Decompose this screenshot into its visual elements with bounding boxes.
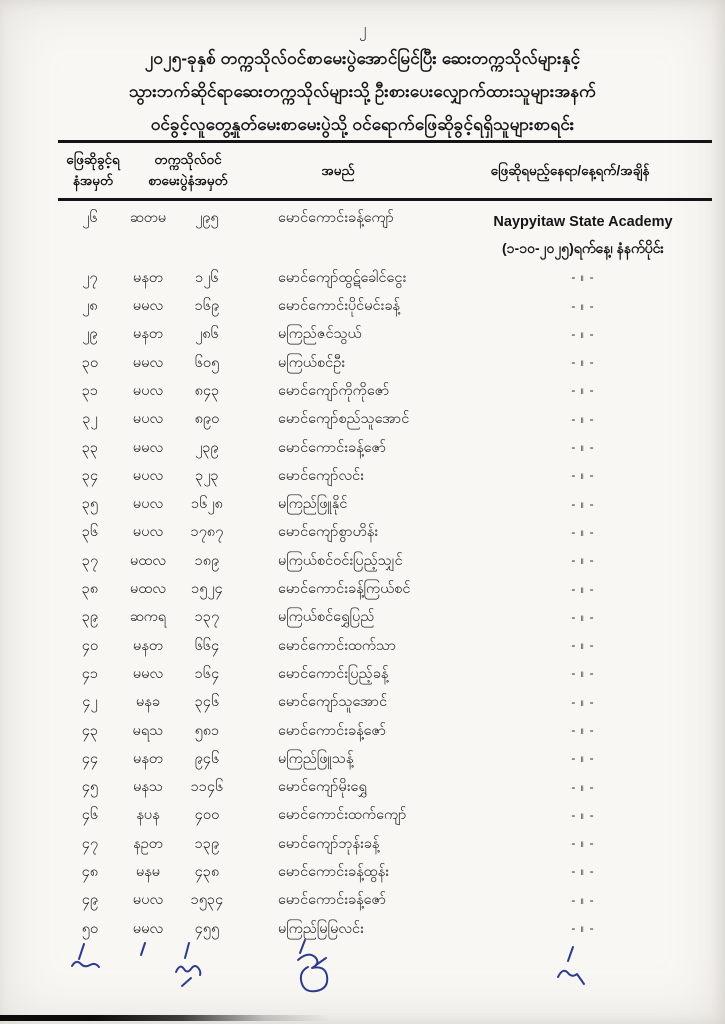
signature-mark-3 xyxy=(176,943,200,986)
title-line-2: သွားဘက်ဆိုင်ရာဆေးတက္ကသိုလ်များသို့ ဦးစားပေးလျှောက်ထားသူများအနက် xyxy=(128,82,597,101)
ditto-mark: - ။ - xyxy=(571,807,595,822)
table-row xyxy=(58,632,712,660)
exam-roll-number: ၈၉၀ xyxy=(194,411,220,428)
ditto-mark: - ။ - xyxy=(571,383,595,398)
table-row xyxy=(58,717,712,745)
exam-center-code: မနခ xyxy=(136,694,160,711)
venue-cell xyxy=(480,526,712,540)
candidate-name: မကြည်ဖြူသန့် xyxy=(278,750,354,767)
ditto-mark: - ။ - xyxy=(571,581,595,596)
candidate-name: မကြည်မြမြလင်း xyxy=(278,920,364,937)
table-header-row xyxy=(58,140,712,201)
table-row xyxy=(58,462,712,490)
venue-cell xyxy=(480,837,712,851)
page-number: ၂ xyxy=(358,21,367,38)
table-row xyxy=(58,830,712,858)
exam-center-code: မနသ xyxy=(133,779,163,796)
exam-center-code: မပလ xyxy=(132,383,164,399)
venue-cell xyxy=(480,667,712,681)
serial-number: ၄၁ xyxy=(81,665,99,682)
candidate-name: မောင်ကောင်းထက်သာ xyxy=(278,637,397,654)
header-name: အမည် xyxy=(321,162,355,178)
serial-number: ၄၀ xyxy=(81,637,99,654)
serial-number: ၂၈ xyxy=(82,298,98,315)
candidate-name: မောင်ကျော်ထွဋ်ခေါင်ငွေး xyxy=(278,269,407,286)
venue-cell xyxy=(480,300,712,314)
table-row xyxy=(58,377,712,405)
exam-center-code: မပလ xyxy=(132,496,164,513)
title-line-1: ၂၀၂၅-ခုနှစ် တက္ကသိုလ်ဝင်စာမေးပွဲအောင်မြင်ပြီး ဆေးတက္ကသိုလ်များနှင့် xyxy=(144,49,581,68)
exam-roll-number: ၁၁၄၆ xyxy=(190,779,224,796)
ditto-mark: - ။ - xyxy=(571,326,595,341)
exam-roll-number: ၂၉၅ xyxy=(195,210,219,226)
serial-number: ၃၂ xyxy=(82,411,98,428)
ditto-mark: - ။ - xyxy=(571,864,595,879)
exam-roll-number: ၁၂၆ xyxy=(195,269,219,286)
ditto-mark: - ။ - xyxy=(571,609,595,624)
serial-number: ၃၇ xyxy=(81,552,99,569)
exam-roll-number: ၁၅၂၄ xyxy=(191,581,223,598)
header-exam-roll xyxy=(128,149,248,191)
exam-roll-number: ၁၆၄ xyxy=(194,665,220,682)
header-roll-line2: စာမေးပွဲနံအမှတ် xyxy=(148,173,228,188)
table-row xyxy=(58,519,712,547)
candidates-table xyxy=(58,140,712,943)
venue-cell xyxy=(480,554,712,568)
signature-mark-1 xyxy=(72,944,99,967)
ditto-mark: - ။ - xyxy=(571,723,595,737)
exam-center-code: မထလ xyxy=(130,552,166,569)
table-row xyxy=(58,745,712,773)
serial-number: ၄၈ xyxy=(81,864,99,881)
table-row xyxy=(58,575,712,603)
exam-roll-number: ၈၄၃ xyxy=(194,383,220,399)
exam-center-code: ဆကရ xyxy=(129,609,167,626)
exam-roll-number: ၁၃၉ xyxy=(194,835,220,852)
ditto-mark: - ။ - xyxy=(571,836,595,851)
exam-center-code: မနမ xyxy=(135,864,161,881)
exam-roll-number: ၄၀၀ xyxy=(194,807,220,824)
exam-roll-number: ၆၆၄ xyxy=(194,637,220,654)
candidate-name: မောင်ကျော်စွာဟိန်း xyxy=(278,524,378,541)
exam-center-code: မနတ xyxy=(133,326,163,343)
signature-mark-5 xyxy=(558,947,584,984)
ditto-mark: - ။ - xyxy=(571,524,595,539)
ditto-mark: - ။ - xyxy=(571,553,595,568)
candidate-name: မောင်ကောင်းထက်ကျော် xyxy=(278,807,407,824)
ditto-mark: - ။ - xyxy=(571,892,595,907)
exam-roll-number: ၁၆၉ xyxy=(194,298,220,315)
ditto-mark: - ။ - xyxy=(571,298,595,313)
venue-cell xyxy=(480,413,712,427)
table-row xyxy=(58,802,712,830)
table-row xyxy=(58,688,712,716)
exam-center-code: မနတ xyxy=(133,637,163,654)
venue-cell xyxy=(480,206,712,262)
ditto-mark: - ။ - xyxy=(571,355,595,370)
table-row xyxy=(58,604,712,632)
venue-cell xyxy=(480,724,712,738)
ditto-mark: - ။ - xyxy=(571,411,595,426)
ditto-mark: - ။ - xyxy=(571,270,595,285)
ditto-mark: - ။ - xyxy=(571,779,595,794)
serial-number: ၄၃ xyxy=(81,722,99,739)
table-row xyxy=(58,858,712,886)
table-row xyxy=(58,547,712,575)
venue-cell xyxy=(480,469,712,483)
table-row xyxy=(58,887,712,915)
exam-roll-number: ၆၀၅ xyxy=(194,354,220,371)
venue-cell xyxy=(480,809,712,823)
scan-edge-artifact xyxy=(0,1015,330,1021)
venue-cell xyxy=(480,696,712,710)
serial-number: ၅၀ xyxy=(81,920,99,937)
candidate-name: မောင်ကျော်မိုးရွှေ xyxy=(278,779,367,796)
candidate-name: မကြယ်စင်ရွှေပြည် xyxy=(278,609,375,626)
exam-center-code: မပလ xyxy=(132,467,164,484)
candidate-name: မောင်ကျော်စည်သူအောင် xyxy=(278,411,410,428)
table-row xyxy=(58,405,712,433)
candidate-name: မောင်ကောင်းခန့်ဇော် xyxy=(278,439,387,456)
serial-number: ၃၅ xyxy=(81,496,99,513)
exam-center-code: မပလ xyxy=(132,524,164,541)
table-row xyxy=(58,434,712,462)
venue-cell xyxy=(480,752,712,766)
venue-cell xyxy=(480,356,712,370)
exam-center-code: မမလ xyxy=(132,354,164,371)
serial-number: ၄၂ xyxy=(82,694,98,711)
serial-number: ၂၇ xyxy=(82,269,98,286)
ditto-mark: - ။ - xyxy=(571,751,595,766)
venue-cell xyxy=(480,894,712,908)
table-row xyxy=(58,292,712,320)
serial-number: ၂၉ xyxy=(82,326,98,343)
serial-number: ၃၄ xyxy=(81,467,99,484)
exam-roll-number: ၁၅၃၄ xyxy=(190,892,224,909)
title-line-3: ဝင်ခွင့်လူတွေ့နှုတ်မေးစာမေးပွဲသို့ ဝင်ရောက်ဖြေဆိုခွင့်ရရှိသူများစာရင်း xyxy=(150,115,575,134)
venue-datetime: (၁-၁၀-၂၀၂၅)ရက်နေ့၊ နံနက်ပိုင်း xyxy=(502,240,664,256)
exam-center-code: မနတ xyxy=(133,269,163,286)
venue-cell xyxy=(480,639,712,653)
candidate-name: မောင်ကောင်းခန့်ဇော် xyxy=(278,892,387,909)
exam-center-code: ဆတမ xyxy=(129,210,167,226)
exam-center-code: မမလ xyxy=(132,298,164,315)
serial-number: ၃၉ xyxy=(81,609,99,626)
serial-number: ၄၅ xyxy=(81,779,99,796)
candidate-name: မောင်ကောင်းခန့်ထွန်း xyxy=(278,864,389,881)
serial-number: ၃၀ xyxy=(81,354,99,371)
candidate-name: မကြယ်စင်ဦး xyxy=(278,354,345,371)
header-serial-no xyxy=(58,149,128,191)
venue-cell xyxy=(480,611,712,625)
exam-roll-number: ၁၆၂၈ xyxy=(191,496,223,513)
serial-number: ၃၁ xyxy=(81,383,99,399)
serial-number: ၄၄ xyxy=(81,750,99,767)
candidate-name: မောင်ကောင်းပိုင်မင်းခန့် xyxy=(278,298,400,315)
table-row xyxy=(58,206,712,264)
venue-cell xyxy=(480,384,712,398)
ditto-mark: - ။ - xyxy=(571,496,595,511)
exam-roll-number: ၃၄၆ xyxy=(194,694,220,711)
venue-cell xyxy=(480,271,712,285)
venue-cell xyxy=(480,865,712,879)
candidate-name: မောင်ကောင်းပြည့်ခန့် xyxy=(278,665,389,682)
exam-center-code: မပလ xyxy=(132,411,164,428)
exam-roll-number: ၁၇၈၇ xyxy=(190,524,224,541)
exam-roll-number: ၂၈၆ xyxy=(195,326,219,343)
venue-cell xyxy=(480,328,712,342)
venue-cell xyxy=(480,441,712,455)
venue-name: Naypyitaw State Academy xyxy=(493,214,673,230)
candidate-name: မောင်ကောင်းခန့်ကြယ်စင် xyxy=(278,581,411,598)
candidate-name: မကြည်ဇင်သွယ် xyxy=(278,326,362,343)
serial-number: ၃၆ xyxy=(81,524,99,541)
ditto-mark: - ။ - xyxy=(571,694,595,709)
candidate-name: မောင်ကျော်ဘုန်းခန့် xyxy=(278,835,380,852)
venue-cell xyxy=(480,583,712,597)
exam-roll-number: ၄၅၅ xyxy=(194,920,220,937)
exam-center-code: မရသ xyxy=(132,722,164,739)
table-body xyxy=(58,201,712,943)
exam-roll-number: ၃၂၃ xyxy=(195,467,219,484)
table-row xyxy=(58,349,712,377)
exam-roll-number: ၄၃၈ xyxy=(194,864,220,881)
exam-roll-number: ၉၄၆ xyxy=(194,750,220,767)
exam-center-code: မနတ xyxy=(133,750,163,767)
signature-mark-4 xyxy=(298,940,327,991)
venue-cell xyxy=(480,781,712,795)
table-row xyxy=(58,321,712,349)
exam-center-code: မမလ xyxy=(132,665,164,682)
exam-center-code: နဥတ xyxy=(133,835,163,852)
serial-number: ၃၃ xyxy=(81,439,99,456)
ditto-mark: - ။ - xyxy=(571,468,595,483)
ditto-mark: - ။ - xyxy=(571,440,595,455)
header-roll-line1: တက္ကသိုလ်ဝင် xyxy=(154,152,222,167)
exam-center-code: မမလ xyxy=(132,920,164,937)
candidate-name: မကြယ်စင်ဝင်းပြည့်သျှင် xyxy=(278,552,403,569)
table-row xyxy=(58,490,712,518)
serial-number: ၂၆ xyxy=(82,210,98,226)
header-serial-line1: ဖြေဆိုခွင့်ရ xyxy=(66,152,120,167)
table-row xyxy=(58,773,712,801)
header-venue-datetime: ဖြေဆိုရမည့်နေရာ/နေ့ရက်/အချိန် xyxy=(490,162,650,178)
signature-mark-2 xyxy=(141,943,145,955)
exam-roll-number: ၅၈၁ xyxy=(194,722,220,739)
table-row xyxy=(58,264,712,292)
candidate-name: မကြည်ဖြူနိုင် xyxy=(278,496,348,513)
document-title xyxy=(0,42,725,141)
ditto-mark: - ။ - xyxy=(571,638,595,653)
table-row xyxy=(58,660,712,688)
exam-center-code: နပန xyxy=(136,807,160,824)
serial-number: ၄၉ xyxy=(81,892,99,909)
handwritten-signatures xyxy=(0,930,725,1024)
serial-number: ၃၈ xyxy=(81,581,99,598)
exam-roll-number: ၂၃၉ xyxy=(195,439,219,456)
header-serial-line2: နံအမှတ် xyxy=(72,173,114,188)
exam-center-code: မထလ xyxy=(130,581,166,598)
exam-center-code: မပလ xyxy=(132,892,164,909)
candidate-name: မောင်ကျော်လင်း xyxy=(278,467,364,484)
ditto-mark: - ။ - xyxy=(571,666,595,681)
ditto-mark: - ။ - xyxy=(571,921,595,936)
candidate-name: မောင်ကျော်ကိုကိုဇော် xyxy=(278,383,390,399)
exam-roll-number: ၁၈၉ xyxy=(194,552,220,569)
serial-number: ၄၆ xyxy=(81,807,99,824)
exam-center-code: မမလ xyxy=(132,439,164,456)
venue-cell xyxy=(480,498,712,512)
serial-number: ၄၇ xyxy=(81,835,99,852)
exam-roll-number: ၁၃၇ xyxy=(194,609,220,626)
candidate-name: မောင်ကျော်သူအောင် xyxy=(278,694,388,711)
candidate-name: မောင်ကောင်းခန့်ဇော် xyxy=(278,722,387,739)
candidate-name: မောင်ကောင်းခန့်ကျော် xyxy=(278,210,394,226)
